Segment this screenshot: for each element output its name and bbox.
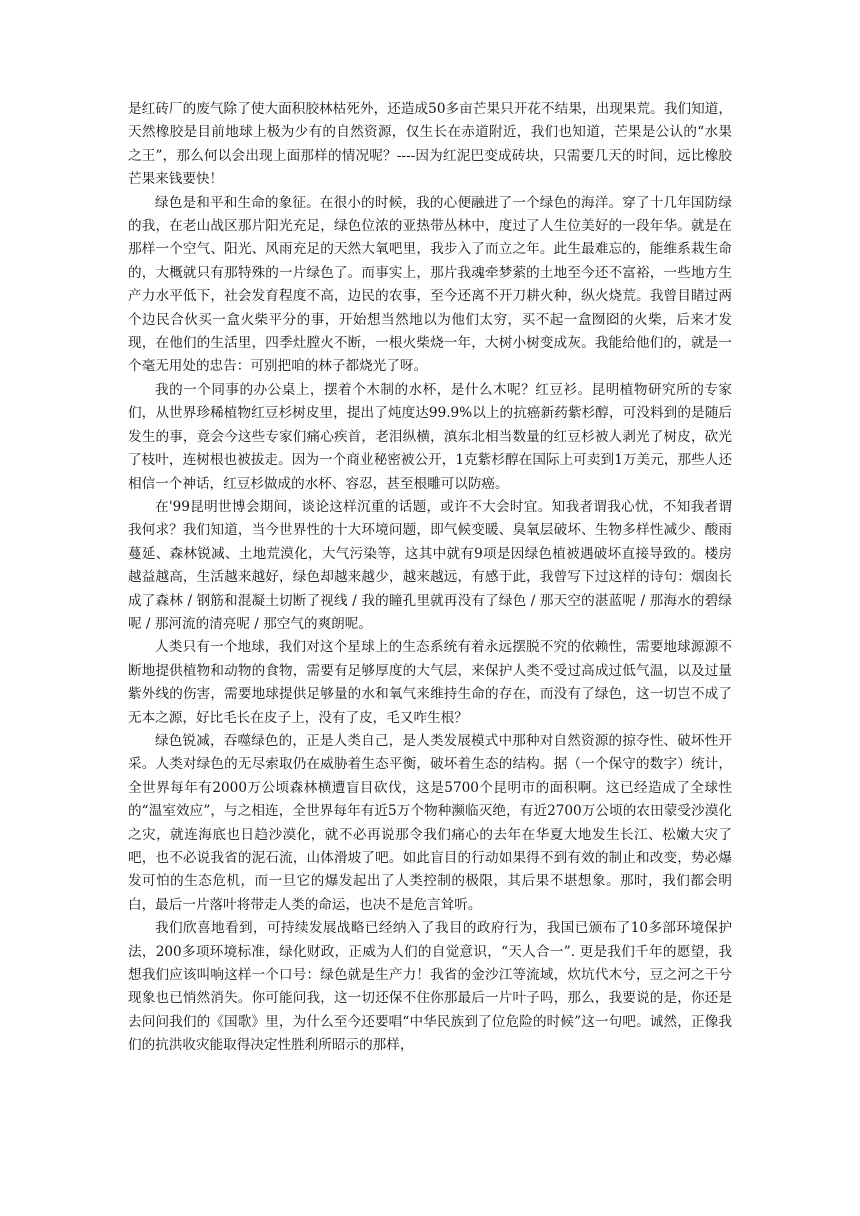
paragraph-6: 绿色锐减，吞噬绿色的，正是人类自己，是人类发展模式中那种对自然资源的掠夺性、破坏性开采。人类对绿色的无尽索取仍在威胁着生态平衡，破坏着生态的结构。据（一个保守的数字）统计，全世界每年有2000万公顷森林横遭盲目砍伐，这是5700个昆明市的面积啊。这已经造成了全球性的“温室效应”，与之相连，全世界每年有近5万个物种濒临灭绝，有近2700万公顷的农田蒙受沙漠化之灾，就连海底也日趋沙漠化，就不必再说那令我们痛心的去年在华夏大地发生长江、松嫩大灾了吧，也不必说我省的泥石流，山体滑坡了吧。如此盲目的行动如果得不到有效的制止和改变，势必爆发可怕的生态危机，而一旦它的爆发起出了人类控制的极限，其后果不堪想象。那时，我们都会明白，最后一片落叶将带走人类的命运，也决不是危言耸听。 [128,732,732,913]
paragraph-3: 我的一个同事的办公桌上，摆着个木制的水杯，是什么木呢？红豆衫。昆明植物研究所的专家们，从世界珍稀植物红豆杉树皮里，提出了炖度达99.9%以上的抗癌新药紫杉醇，可没料到的是随后发生的事，竟会今这些专家们痛心疾首，老泪纵横，滇东北相当数量的红豆杉被人剥光了树皮，砍光了枝叶，连树根也被拔走。因为一个商业秘密被公开，1克紫杉醇在国际上可卖到1万美元，那些人还相信一个神话，红豆杉做成的水杯、容忍，甚至根雕可以防癌。 [128,381,732,492]
paragraph-7: 我们欣喜地看到，可持续发展战略已经纳入了我目的政府行为，我国已颁布了10多部环境保护法，200多项环境标准，绿化财政，正威为人们的自觉意识，“天人合一”. 更是我们千年的愿望，我想我们应该叫响这样一个口号：绿色就是生产力！我省的金沙江等流域，炊坑代木兮，豆之河之干兮现象也已悄然消失。你可能问我，这一切还保不住你那最后一片叶子吗，那么，我要说的是，你还是去问问我们的《国歌》里，为什么至今还要唱“中华民族到了位危险的时候”这一句吧。诚然，正像我们的抗洪收灾能取得决定性胜利所昭示的那样， [128,920,732,1054]
paragraph-4: 在'99昆明世博会期间，谈论这样沉重的话题，或许不大会时宜。知我者谓我心忧，不知我者谓我何求？我们知道，当今世界性的十大环境问题，即气候变暖、臭氧层破坏、生物多样性减少、酸雨蔓延、森林锐减、土地荒漠化，大气污染等，这其中就有9项是因绿色植被遇破坏直接导致的。楼房越益越高，生活越来越好，绿色却越来越少，越来越远，有感于此，我曾写下过这样的诗句：烟囱长成了森林 / 钢筋和混凝土切断了视线 / 我的瞳孔里就再没有了绿色 / 那天空的湛蓝呢 / 那海水的碧绿呢 / 那河流的清亮呢 / 那空气的爽朗呢。 [128,498,732,632]
paragraph-1: 是红砖厂的废气除了使大面积胶林枯死外，还造成50多亩芒果只开花不结果，出现果荒。我们知道，天然橡胶是目前地球上极为少有的自然资源，仅生长在赤道附近，我们也知道，芒果是公认的“水果之王”，那么何以会出现上面那样的情况呢？----因为红泥巴变成砖块，只需要几天的时间，远比橡胶芒果来钱要快！ [128,101,732,188]
body-text [128,98,732,1058]
paragraph-2: 绿色是和平和生命的象征。在很小的时候，我的心便融进了一个绿色的海洋。穿了十几年国防绿的我，在老山战区那片阳光充足，绿色位浓的亚热带丛林中，度过了人生位美好的一段年华。就是在那样一个空气、阳光、风雨充足的天然大氧吧里，我步入了而立之年。此生最难忘的，能维系栽生命的，大概就只有那特殊的一片绿色了。而事实上，那片我魂牵梦萦的土地至今还不富裕，一些地方生产力水平低下，社会发育程度不高，边民的农事，至今还离不开刀耕火种，纵火烧荒。我曾目睹过两个边民合伙买一盒火柴平分的事，开始想当然地以为他们太穷，买不起一盒囫囵的火柴，后来才发现，在他们的生活里，四季灶膛火不断，一根火柴烧一年，大树小树变成灰。我能给他们的，就是一个毫无用处的忠告：可别把咱的林子都烧光了呀。 [128,194,732,375]
paragraph-5: 人类只有一个地球，我们对这个星球上的生态系统有着永远摆脱不究的依赖性，需要地球源源不断地提供植物和动物的食物，需要有足够厚度的大气层，来保护人类不受过高成过低气温，以及过量紫外线的伤害，需要地球提供足够量的水和氧气来维持生命的存在，而没有了绿色，这一切岂不成了无本之源，好比毛长在皮子上，没有了皮，毛又咋生根？ [128,639,732,726]
